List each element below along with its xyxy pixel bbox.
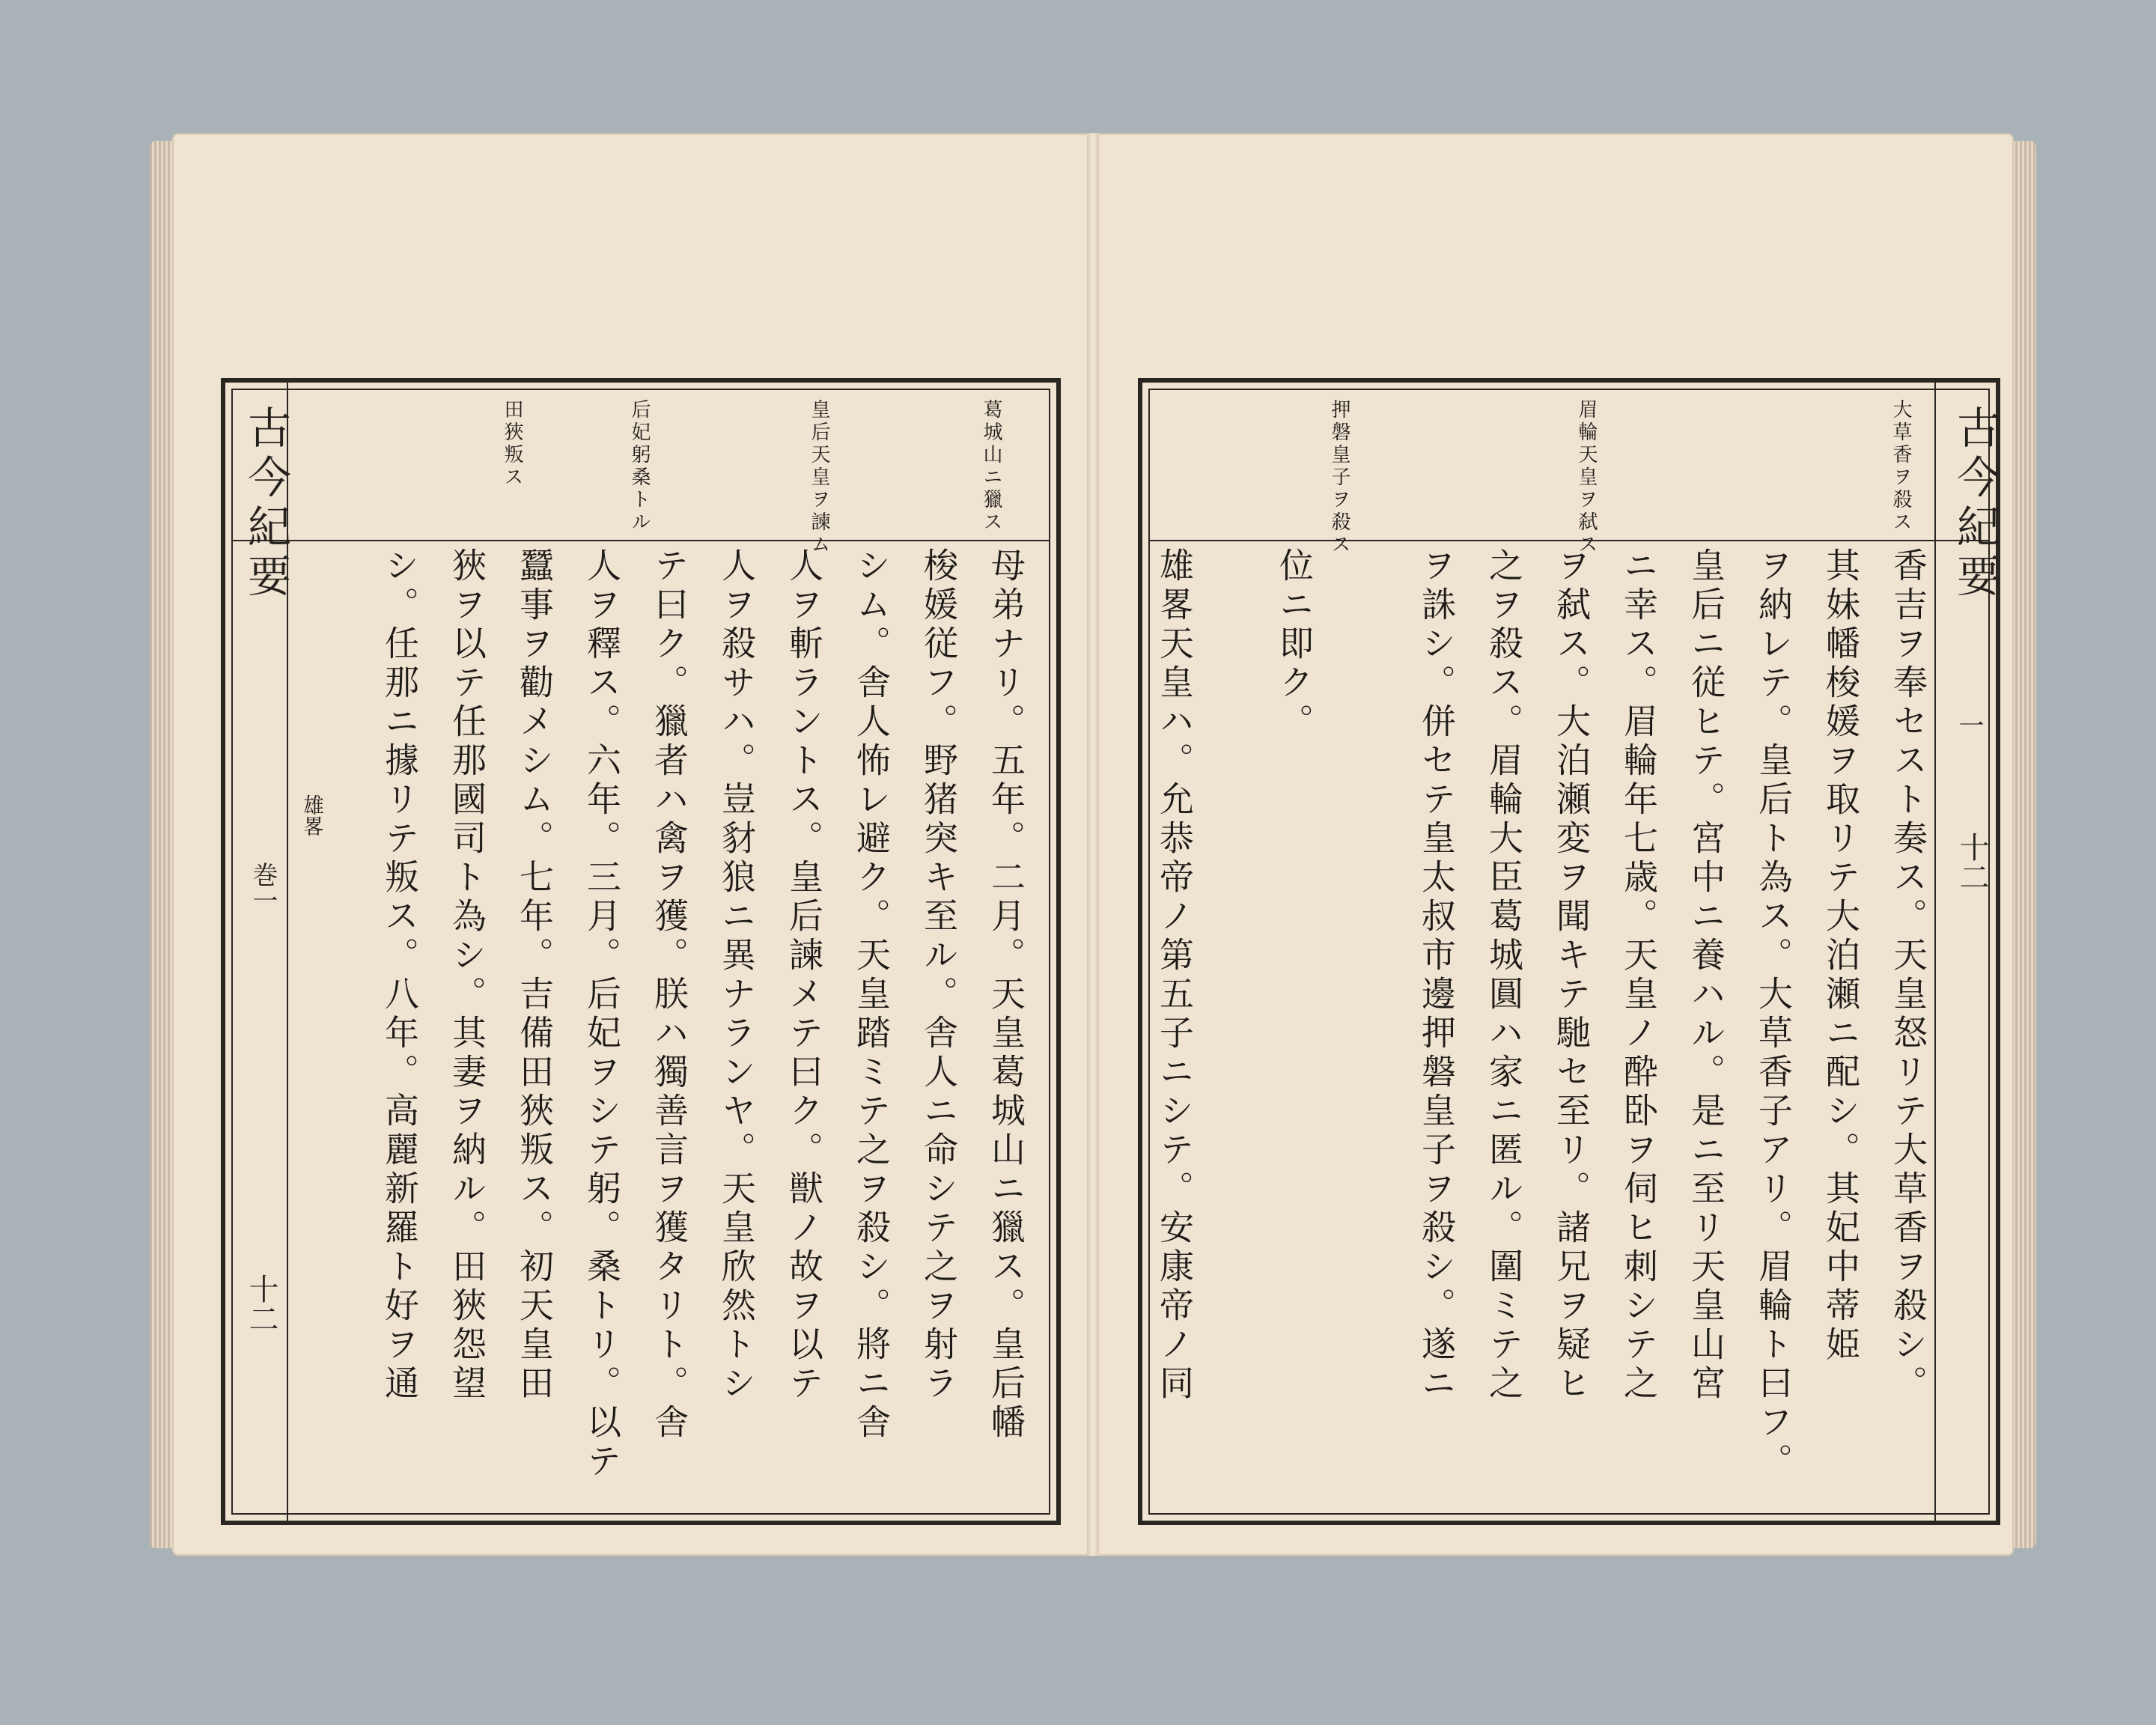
volume-label: 一 (1954, 712, 1984, 737)
head-note: 葛城山ニ獵ス (980, 399, 1002, 534)
text-column: シム。舎人怖レ避ク。天皇踏ミテ之ヲ殺シ。將ニ舎 (851, 547, 892, 1443)
text-column: 皇后ニ従ヒテ。宮中ニ養ハル。是ニ至リ天皇山宮 (1686, 547, 1726, 1404)
text-column: 人ヲ斬ラントス。皇后諫メテ曰ク。獣ノ故ヲ以テ (784, 547, 824, 1404)
book-title-strip: 古今紀要 (1949, 405, 2000, 603)
page-edges-right (2011, 141, 2036, 1548)
text-column: 其妹幡梭媛ヲ取リテ大泊瀬ニ配シ。其妃中蒂姫 (1821, 547, 1861, 1365)
text-column: シ。任那ニ據リテ叛ス。八年。高麗新羅ト好ヲ通 (380, 547, 420, 1404)
right-text-frame (1138, 378, 2000, 1525)
text-column: 人ヲ殺サハ。豈豺狼ニ異ナランヤ。天皇欣然トシ (716, 547, 757, 1404)
text-column: 狹ヲ以テ任那國司ト為シ。其妻ヲ納ル。田狹怨望 (447, 547, 487, 1404)
text-column: 之ヲ殺ス。眉輪大臣葛城圓ハ家ニ匿ル。圍ミテ之 (1484, 547, 1524, 1404)
page-edges-left (150, 141, 175, 1548)
text-column: 位ニ即ク。 (1274, 547, 1315, 742)
book-title-strip: 古今紀要 (240, 405, 291, 603)
text-column: ヲ誅シ。併セテ皇太叔市邊押磐皇子ヲ殺シ。遂ニ (1416, 547, 1457, 1404)
head-note: 皇后天皇ヲ諫ム (808, 399, 830, 556)
text-column: 梭媛従フ。野猪突キ至ル。舎人ニ命シテ之ヲ射ラ (919, 547, 959, 1404)
folio-number: 十二 (244, 1274, 278, 1333)
text-column: 人ヲ釋ス。六年。三月。后妃ヲシテ躬。桑トリ。以テ (582, 547, 622, 1482)
text-column: 蠶事ヲ勸メシム。七年。吉備田狹叛ス。初天皇田 (514, 547, 555, 1404)
title-strip-rule (1934, 383, 1936, 1521)
left-text-frame (221, 378, 1061, 1525)
head-note: 押磐皇子ヲ殺ス (1328, 399, 1350, 556)
text-column: ヲ納レテ。皇后ト為ス。大草香子アリ。眉輪ト曰フ。 (1753, 547, 1794, 1482)
right-head-notes-band (1150, 390, 1988, 556)
section-label: 雄畧 (300, 794, 325, 836)
head-note: 后妃躬桑トル (628, 399, 651, 534)
folio-number: 十二 (1955, 832, 1989, 892)
open-book (150, 127, 2036, 1576)
text-column: 母弟ナリ。五年。二月。天皇葛城山ニ獵ス。皇后幡 (986, 547, 1026, 1443)
head-note: 眉輪天皇ヲ弑ス (1575, 399, 1598, 556)
head-note: 田狹叛ス (501, 399, 523, 489)
head-note: 大草香ヲ殺ス (1889, 399, 1912, 534)
text-column: ニ幸ス。眉輪年七歳。天皇ノ酔卧ヲ伺ヒ刺シテ之 (1618, 547, 1659, 1404)
text-column: 雄畧天皇ハ。允恭帝ノ第五子ニシテ。安康帝ノ同 (1154, 547, 1195, 1404)
text-column: テ曰ク。獵者ハ禽ヲ獲。朕ハ獨善言ヲ獲タリト。舎 (649, 547, 689, 1443)
text-column: 香吉ヲ奉セスト奏ス。天皇怒リテ大草香ヲ殺シ。 (1888, 547, 1928, 1404)
text-column: ヲ弑ス。大泊瀬変ヲ聞キテ馳セ至リ。諸兄ヲ疑ヒ (1551, 547, 1592, 1404)
book-gutter (1087, 133, 1099, 1556)
volume-label: 巻一 (248, 862, 278, 913)
